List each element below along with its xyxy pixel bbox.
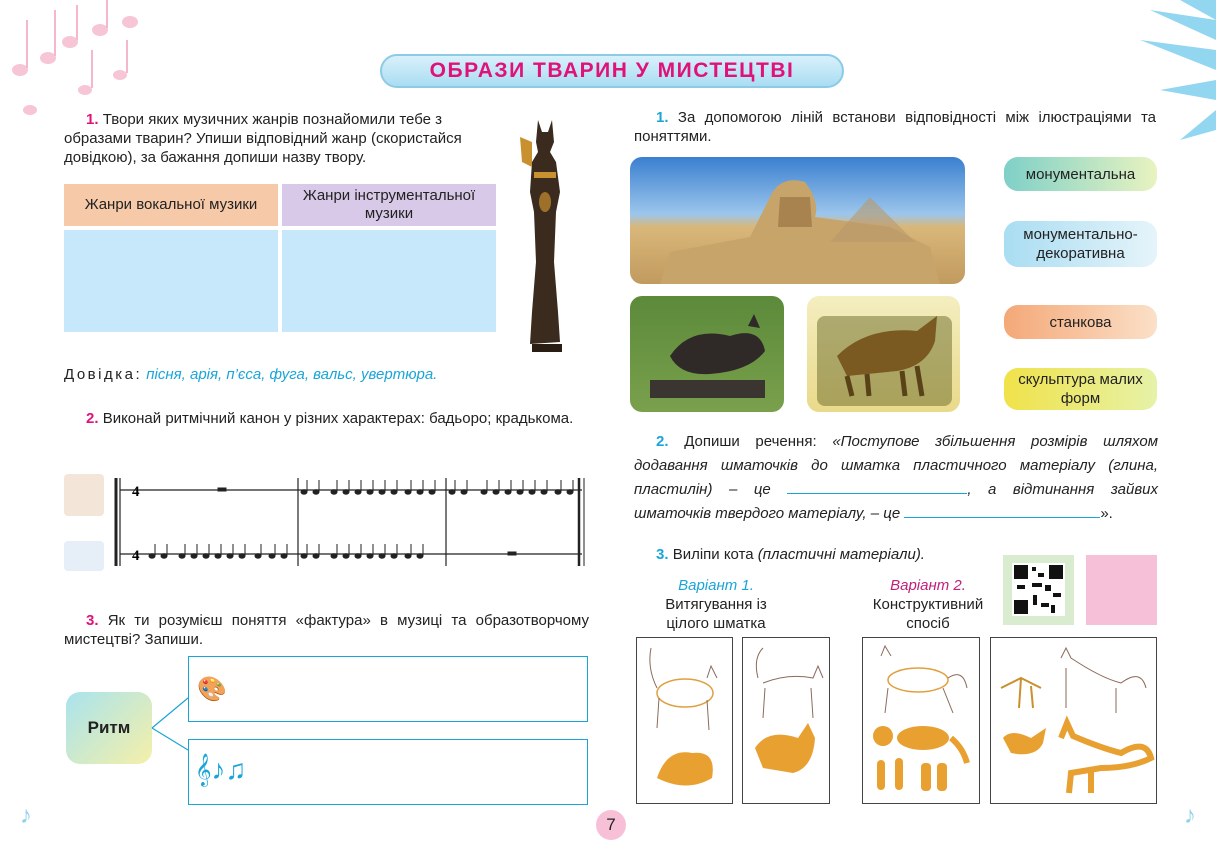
legs-walking-icon: [64, 474, 104, 516]
rhythm-label: Ритм: [66, 692, 152, 764]
note: [391, 554, 397, 558]
task-lead: Допиши речення:: [684, 433, 817, 450]
variant-1-step-2: [742, 637, 830, 804]
variant-2-step-2: [990, 637, 1157, 804]
note: [417, 490, 423, 494]
note: [493, 490, 499, 494]
note: [331, 554, 337, 558]
note: [567, 490, 573, 494]
sphinx-photo: [630, 157, 965, 284]
answer-line-2[interactable]: [904, 503, 1100, 518]
variant-1-step-1: [636, 637, 733, 804]
reference-label: Довідка:: [64, 366, 143, 383]
task-number: 3.: [86, 612, 99, 629]
variant-2-step-1: [862, 637, 980, 804]
note: [203, 554, 209, 558]
right-task-3: [634, 545, 1034, 564]
right-task-2: [634, 430, 1158, 526]
sentence-part-2: , а відтинання зайвих шматочків твердого матеріалу, – це: [634, 481, 1158, 522]
concept-monumental[interactable]: монументальна: [1004, 157, 1157, 191]
note: [379, 554, 385, 558]
note: [355, 554, 361, 558]
note: [191, 554, 197, 558]
note: [405, 554, 411, 558]
variant-2-desc: Конструктивний спосіб: [872, 596, 984, 632]
note: [505, 490, 511, 494]
time-signature-top-1: 4: [132, 484, 140, 500]
instrumental-genres-answer-cell[interactable]: [282, 230, 496, 332]
answer-line-1[interactable]: [787, 479, 967, 494]
music-texture-answer-box[interactable]: [188, 739, 588, 805]
note: [313, 554, 319, 558]
variant-1: [636, 576, 796, 633]
note: [529, 490, 535, 494]
cat-sculpture-photo: [630, 296, 784, 412]
note: [343, 554, 349, 558]
sentence-end: ».: [1100, 505, 1113, 522]
task-number: 2.: [86, 410, 99, 427]
art-texture-answer-box[interactable]: [188, 656, 588, 722]
page-title: ОБРАЗИ ТВАРИН У МИСТЕЦТВІ: [380, 54, 844, 88]
palette-icon: 🎨: [197, 676, 227, 703]
task-number: 2.: [656, 433, 669, 450]
note: [481, 490, 487, 494]
treble-clef-icon: 𝄞♪♫: [195, 754, 247, 785]
note: [517, 490, 523, 494]
task-paren: (пластичні матеріали).: [757, 546, 925, 563]
note: [301, 490, 307, 494]
note: [449, 490, 455, 494]
note: [461, 490, 467, 494]
whole-rest: [218, 488, 226, 491]
note: [429, 490, 435, 494]
note: [239, 554, 245, 558]
note: [379, 490, 385, 494]
note: [255, 554, 261, 558]
variant-2-label: Варіант 2.: [890, 577, 966, 594]
right-corner-ornament: ♪: [1184, 802, 1196, 829]
left-task-1: [64, 110, 504, 167]
note: [149, 554, 155, 558]
concept-monumental-decorative[interactable]: монументально-декоративна: [1004, 221, 1157, 267]
task-number: 1.: [656, 109, 669, 126]
time-signature-top-2: 4: [132, 548, 140, 564]
note: [355, 490, 361, 494]
reference: [64, 365, 524, 384]
concept-small-sculpture[interactable]: скульптура малих форм: [1004, 368, 1157, 410]
note: [331, 490, 337, 494]
task-text: За допомогою ліній встанови відповідності між ілюстраціями та поняттями.: [634, 109, 1156, 145]
note: [301, 554, 307, 558]
bastet-statue-image: [510, 112, 580, 357]
variant-1-desc: Витягування із цілого шматка: [665, 596, 767, 632]
genres-table: [60, 180, 500, 336]
whole-rest: [508, 552, 516, 555]
vocal-genres-answer-cell[interactable]: [64, 230, 278, 332]
reference-items: пісня, арія, п’єса, фуга, вальс, увертюра.: [146, 366, 438, 383]
note: [555, 490, 561, 494]
note: [391, 490, 397, 494]
concept-easel[interactable]: станкова: [1004, 305, 1157, 339]
variant-2: [858, 576, 998, 633]
vocal-genres-header: Жанри вокальної музики: [64, 184, 278, 226]
note: [367, 554, 373, 558]
note: [227, 554, 233, 558]
pink-marker-square: [1086, 555, 1157, 625]
sentence-part-1: «Поступове збільшення розмірів шляхом додавання шматочків до шматка пластичного матеріалу (глина, пластилін) – це: [634, 433, 1159, 498]
note: [215, 554, 221, 558]
task-text: Як ти розумієш поняття «фактура» в музиці та образотворчому мистецтві? Запиши.: [64, 612, 589, 648]
task-number: 1.: [86, 111, 99, 128]
task-text: Виконай ритмічний канон у різних характерах: бадьоро; крадькома.: [102, 410, 574, 427]
note: [417, 554, 423, 558]
note: [161, 554, 167, 558]
note: [343, 490, 349, 494]
right-task-1: [634, 108, 1156, 146]
page-number: 7: [596, 810, 626, 840]
left-task-2: [64, 409, 589, 428]
note: [313, 490, 319, 494]
connector-lines: [150, 690, 190, 780]
task-number: 3.: [656, 546, 669, 563]
left-task-3: [64, 611, 589, 649]
variant-1-label: Варіант 1.: [678, 577, 754, 594]
qr-code[interactable]: [1003, 555, 1074, 625]
wolf-relief-photo: [807, 296, 960, 412]
note: [179, 554, 185, 558]
task-text: Твори яких музичних жанрів познайомили тебе з образами тварин? Упиши відповідний жанр (скористайся довідкою), за бажання допиши назву твору.: [64, 111, 462, 166]
note: [405, 490, 411, 494]
note: [541, 490, 547, 494]
note: [367, 490, 373, 494]
rhythm-score: [112, 474, 590, 574]
sneaker-icon: [64, 541, 104, 571]
note: [269, 554, 275, 558]
note: [281, 554, 287, 558]
instrumental-genres-header: Жанри інструментальної музики: [282, 184, 496, 226]
task-lead: Виліпи кота: [672, 546, 754, 563]
left-corner-ornament: ♪: [20, 802, 32, 829]
